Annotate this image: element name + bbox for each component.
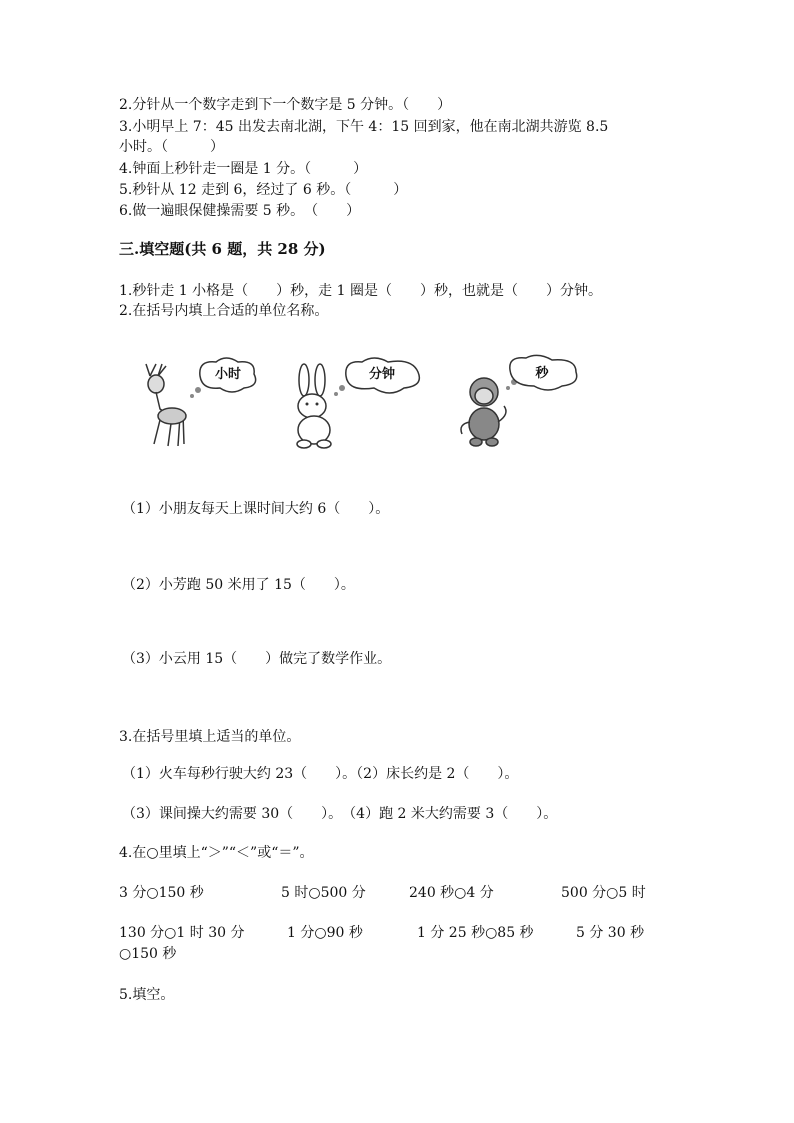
deer-bubble-label: 小时 — [214, 367, 241, 382]
compare-item-wrap: ○150 秒 — [119, 946, 177, 962]
judge-item-4: 4.钟面上秒针走一圈是 1 分。（ ） — [119, 161, 368, 177]
monkey-figure — [454, 354, 584, 454]
compare-item: 1 分○90 秒 — [287, 925, 363, 941]
compare-item: 5 时○500 分 — [281, 885, 366, 901]
fill-q5: 5.填空。 — [119, 987, 175, 1003]
fill-q3-row-1: （1）火车每秒行驶大约 23（ ）。（2）床长约是 2（ ）。 — [122, 766, 519, 782]
compare-item: 3 分○150 秒 — [119, 885, 204, 901]
fill-q2-item-2: （2）小芳跑 50 米用了 15（ ）。 — [122, 577, 355, 593]
fill-q1: 1.秒针走 1 小格是（ ）秒，走 1 圈是（ ）秒，也就是（ ）分钟。 — [119, 283, 602, 299]
rabbit-bubble-label: 分钟 — [368, 367, 395, 382]
deer-figure — [128, 354, 258, 454]
section-heading: 三.填空题(共 6 题，共 28 分) — [119, 240, 326, 258]
compare-item: 1 分 25 秒○85 秒 — [417, 925, 534, 941]
fill-q2: 2.在括号内填上合适的单位名称。 — [119, 303, 329, 319]
fill-q4: 4.在○里填上“＞”“＜”或“＝”。 — [119, 845, 314, 861]
judge-item-5: 5.秒针从 12 走到 6，经过了 6 秒。（ ） — [119, 182, 408, 198]
judge-item-2: 2.分针从一个数字走到下一个数字是 5 分钟。（ ） — [119, 97, 452, 113]
compare-item: 500 分○5 时 — [561, 885, 646, 901]
rabbit-figure — [290, 354, 430, 454]
judge-item-6: 6.做一遍眼保健操需要 5 秒。 （ ） — [119, 203, 361, 219]
monkey-bubble-label: 秒 — [535, 366, 549, 381]
fill-q2-item-3: （3）小云用 15（ ）做完了数学作业。 — [122, 651, 392, 667]
compare-item: 5 分 30 秒 — [576, 925, 645, 941]
compare-item: 130 分○1 时 30 分 — [119, 925, 245, 941]
compare-item: 240 秒○4 分 — [409, 885, 494, 901]
fill-q2-item-1: （1）小朋友每天上课时间大约 6（ ）。 — [122, 501, 390, 517]
fill-q3: 3.在括号里填上适当的单位。 — [119, 729, 301, 745]
judge-item-3-cont: 小时。（ ） — [119, 139, 224, 155]
judge-item-3: 3.小明早上 7：45 出发去南北湖，下午 4：15 回到家，他在南北湖共游览 8.5 — [119, 119, 609, 135]
fill-q3-row-2: （3）课间操大约需要 30（ ）。 （4）跑 2 米大约需要 3（ ）。 — [122, 806, 558, 822]
